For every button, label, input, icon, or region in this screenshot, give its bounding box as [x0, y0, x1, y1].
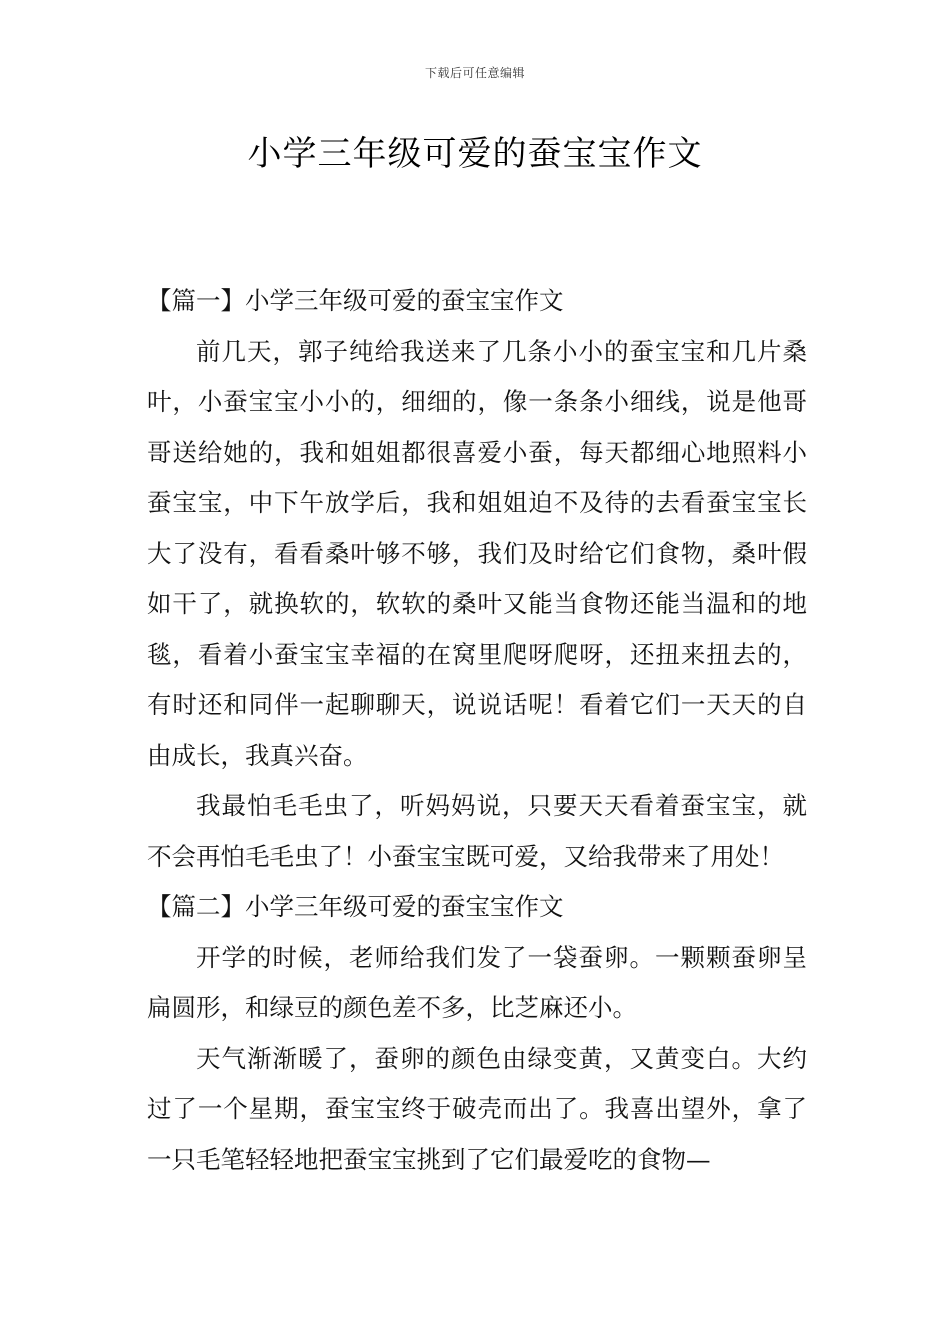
section-heading: 【篇一】小学三年级可爱的蚕宝宝作文 — [147, 286, 564, 315]
section-heading: 【篇二】小学三年级可爱的蚕宝宝作文 — [147, 892, 564, 921]
paragraph: 我最怕毛毛虫了，听妈妈说，只要天天看着蚕宝宝，就不会再怕毛毛虫了！小蚕宝宝既可爱，又给我带来了用处！ — [147, 791, 807, 871]
paragraph: 天气渐渐暖了，蚕卵的颜色由绿变黄，又黄变白。大约过了一个星期，蚕宝宝终于破壳而出了。我喜出望外，拿了一只毛笔轻轻地把蚕宝宝挑到了它们最爱吃的食物— — [147, 1043, 807, 1174]
section-1 — [147, 276, 807, 882]
paragraph: 前几天，郭子纯给我送来了几条小小的蚕宝宝和几片桑叶，小蚕宝宝小小的，细细的，像一条条小细线，说是他哥哥送给她的，我和姐姐都很喜爱小蚕，每天都细心地照料小蚕宝宝，中下午放学后，我和姐姐迫不及待的去看蚕宝宝长大了没有，看看桑叶够不够，我们及时给它们食物，桑叶假如干了，就换软的，软软的桑叶又能当食物还能当温和的地毯，看着小蚕宝宝幸福的在窝里爬呀爬呀，还扭来扭去的，有时还和同伴一起聊聊天，说说话呢！看着它们一天天的自由成长，我真兴奋。 — [147, 336, 807, 770]
section-2 — [147, 882, 807, 1185]
document-title: 小学三年级可爱的蚕宝宝作文 — [247, 134, 703, 174]
paragraph: 开学的时候，老师给我们发了一袋蚕卵。一颗颗蚕卵呈扁圆形，和绿豆的颜色差不多，比芝麻还小。 — [147, 942, 807, 1022]
document-body — [147, 276, 807, 1185]
page-header-note: 下载后可任意编辑 — [424, 66, 525, 80]
